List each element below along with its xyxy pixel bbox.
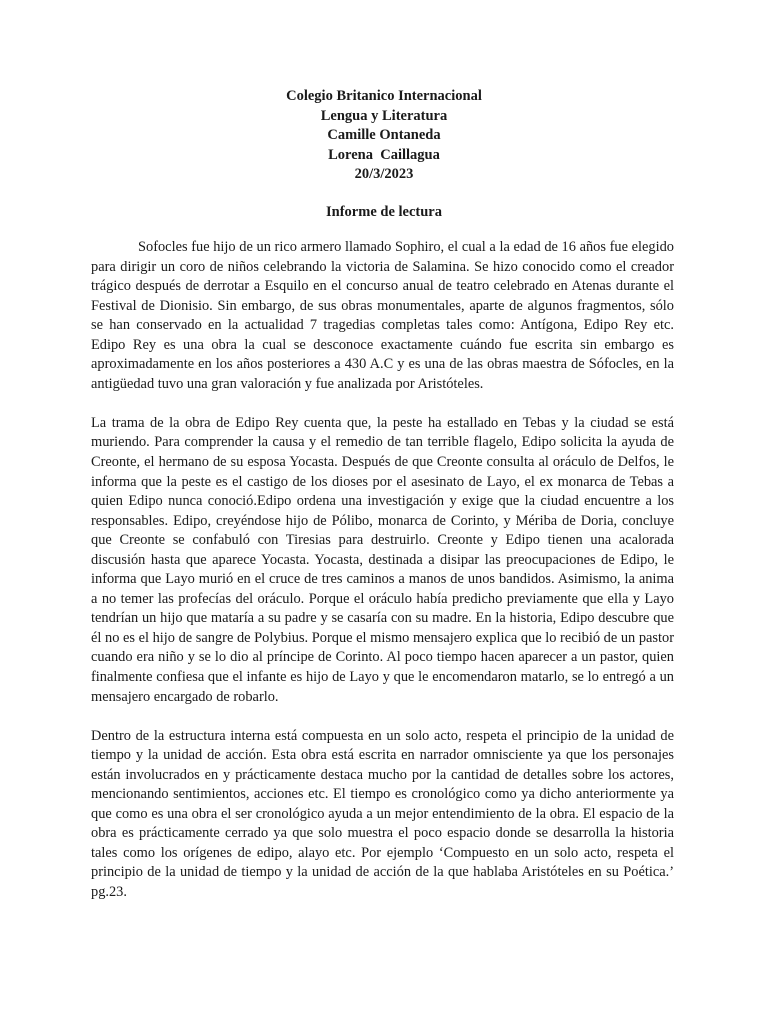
- school-name: Colegio Britanico Internacional: [286, 88, 482, 104]
- document-date: 20/3/2023: [354, 166, 414, 182]
- author-name: Camille Ontaneda: [327, 127, 441, 143]
- document-header: [0, 87, 768, 185]
- paragraph: La trama de la obra de Edipo Rey cuenta que, la peste ha estallado en Tebas y la ciudad se está muriendo. Para comprender la causa y el remedio de tan terrible flagelo, Edipo solicita la ayuda de Creonte, el hermano de su esposa Yocasta. Después de que Creonte consulta al oráculo de Delfos, le informa que la peste es el castigo de los dioses por el asesinato de Layo, el ex monarca de Tebas a quien Edipo nunca conoció.Edipo ordena una investigación y exige que la ciudad encuentre a los responsables. Edipo, creyéndose hijo de Pólibo, monarca de Corinto, y Mériba de Doria, concluye que Creonte se confabuló con Tiresias para destruirlo. Creonte y Edipo tienen una acalorada discusión hasta que aparece Yocasta. Yocasta, destinada a disipar las preocupaciones de Edipo, le informa que Layo murió en el cruce de tres caminos a manos de unos bandidos. Asimismo, la anima a no temer las profecías del oráculo. Porque el oráculo había predicho previamente que ella y Layo tendrían un hijo que mataría a su padre y se casaría con su madre. En la historia, Edipo descubre que él no es el hijo de sangre de Polybius. Porque el mismo mensajero explica que lo recibió de un pastor cuando era niño y se lo dio al príncipe de Corinto. Al poco tiempo hacen aparecer a un pastor, quien finalmente confiesa que el infante es hijo de Layo y que le encomendaron matarlo, se lo entregó a un mensajero encargado de robarlo.: [91, 414, 674, 705]
- author-name: Lorena Caillagua: [328, 146, 440, 163]
- document-body: [91, 238, 674, 922]
- report-title: Informe de lectura: [326, 204, 442, 220]
- paragraph: Sofocles fue hijo de un rico armero llamado Sophiro, el cual a la edad de 16 años fue elegido para dirigir un coro de niños celebrando la victoria de Salamina. Se hizo conocido como el creador trágico después de derrotar a Esquilo en el concurso anual de teatro celebrado en Atenas durante el Festival de Dionisio. Sin embargo, de sus obras monumentales, aparte de algunos fragmentos, sólo se han conservado en la actualidad 7 tragedias completas tales como: Antígona, Edipo Rey etc. Edipo Rey es una obra la cual se desconoce exactamente cuándo fue escrita sin embargo es aproximadamente en los años posteriores a 430 A.C y es una de las obras maestra de Sófocles, en la antigüedad tuvo una gran valoración y fue analizada por Aristóteles.: [91, 239, 674, 392]
- paragraph: Dentro de la estructura interna está compuesta en un solo acto, respeta el principio de la unidad de tiempo y la unidad de acción. Esta obra está escrita en narrador omnisciente ya que los personajes están involucrados en y prácticamente destaca mucho por la cantidad de detalles sobre los actores, mencionando sentimientos, acciones etc. El tiempo es cronológico como ya dicho anteriormente ya que como es una obra el ser cronológico ayuda a un mejor entendimiento de la obra. El espacio de la obra es prácticamente cerrado ya que solo muestra el poco espacio donde se desarrolla la historia tales como los orígenes de edipo, alayo etc. Por ejemplo ‘Compuesto en un solo acto, respeta el principio de la unidad de tiempo y la unidad de acción de la que hablaba Aristóteles en su Poética.’ pg.23.: [91, 727, 674, 900]
- subject-name: Lengua y Literatura: [320, 107, 448, 124]
